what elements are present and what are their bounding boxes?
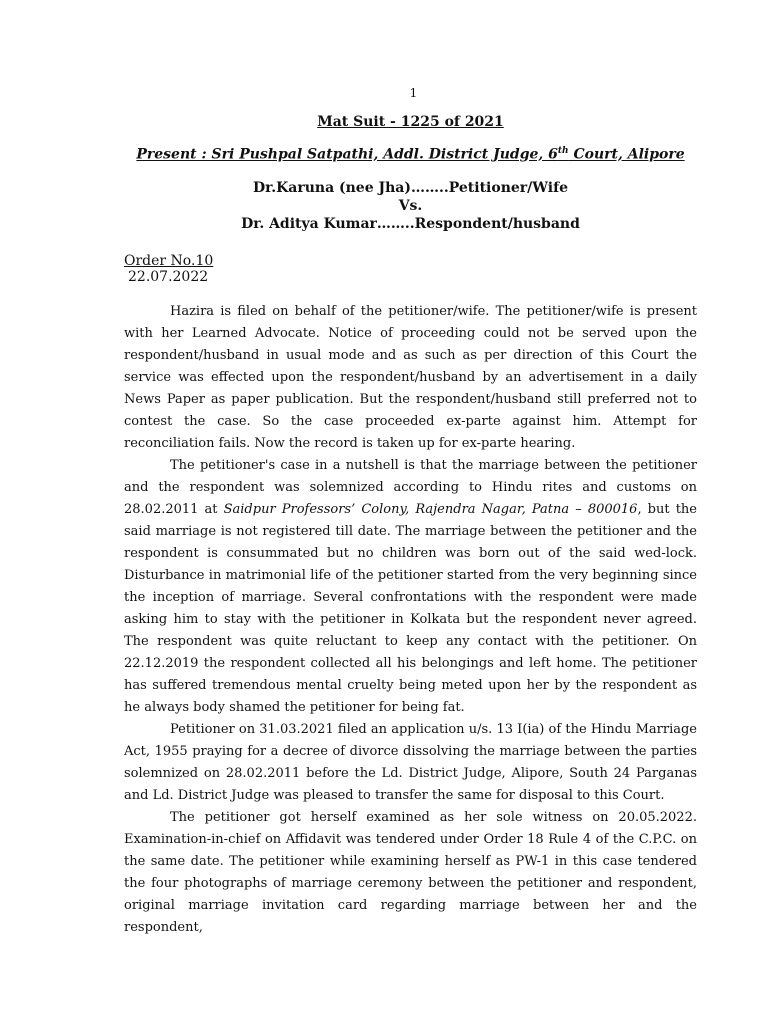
marriage-address: Saidpur Professors’ Colony, Rajendra Nagar, Patna – 800016 [223,501,638,517]
order-number: Order No.10 [124,252,214,269]
order-header [124,253,697,285]
order-body [124,301,697,939]
presiding-judge-suffix: Court, Alipore [568,146,685,163]
case-summary-intro: The petitioner's case in a nutshell is that the marriage between the petitioner and the respondent was solemnized according to Hindu rites and customs on 28.02.2011 at [124,457,697,517]
case-summary-rest: , but the said marriage is not registered till date. The marriage between the petitioner and the respondent is consummated but no children was born out of the said wed-lock. Disturbance in matrimonial life of the petitioner started from the very beginning since the inception of marriage. Several confrontations with the respondent were made asking him to stay with the petitioner in Kolkata but the respondent never agreed. The respondent was quite reluctant to keep any contact with the petitioner. On 22.12.2019 the respondent collected all his belongings and left home. The petitioner has suffered tremendous mental cruelty being meted upon her by the respondent as he always body shamed the petitioner for being fat. [124,501,697,715]
page-number: 1 [409,86,418,100]
ordinal-suffix: th [557,146,569,156]
paragraph-hazira: Hazira is filed on behalf of the petitioner/wife. The petitioner/wife is present with her Learned Advocate. Notice of proceeding could not be served upon the respondent/husband in usual mode and as such as per direction of this Court the service was effected upon the respondent/husband by an advertisement in a daily News Paper as paper publication. But the respondent/husband still preferred not to contest the case. So the case proceeded ex-parte against him. Attempt for reconciliation fails. Now the record is taken up for ex-parte hearing. [124,303,697,451]
versus-line: Vs. [398,197,423,214]
order-date: 22.07.2022 [128,268,209,285]
presiding-judge-prefix: Present : Sri Pushpal Satpathi, Addl. District Judge, 6 [136,146,558,163]
case-title: Mat Suit - 1225 of 2021 [317,114,504,130]
paragraph-case-summary [124,455,697,719]
paragraph-application: Petitioner on 31.03.2021 filed an application u/s. 13 I(ia) of the Hindu Marriage Act, 1955 praying for a decree of divorce dissolving the marriage between the parties solemnized on 28.02.2011 before the Ld. District Judge, Alipore, South 24 Parganas and Ld. District Judge was pleased to transfer the same for disposal to this Court. [124,721,697,803]
paragraph-examination: The petitioner got herself examined as her sole witness on 20.05.2022. Examination-in-chief on Affidavit was tendered under Order 18 Rule 4 of the C.P.C. on the same date. The petitioner while examining herself as PW-1 in this case tendered the four photographs of marriage ceremony between the petitioner and respondent, original marriage invitation card regarding marriage between her and the respondent, [124,809,697,935]
presiding-judge-line [124,146,697,163]
respondent-line: Dr. Aditya Kumar……..Respondent/husband [241,215,580,232]
petitioner-line: Dr.Karuna (nee Jha)……..Petitioner/Wife [252,179,569,196]
document-page [124,86,697,939]
